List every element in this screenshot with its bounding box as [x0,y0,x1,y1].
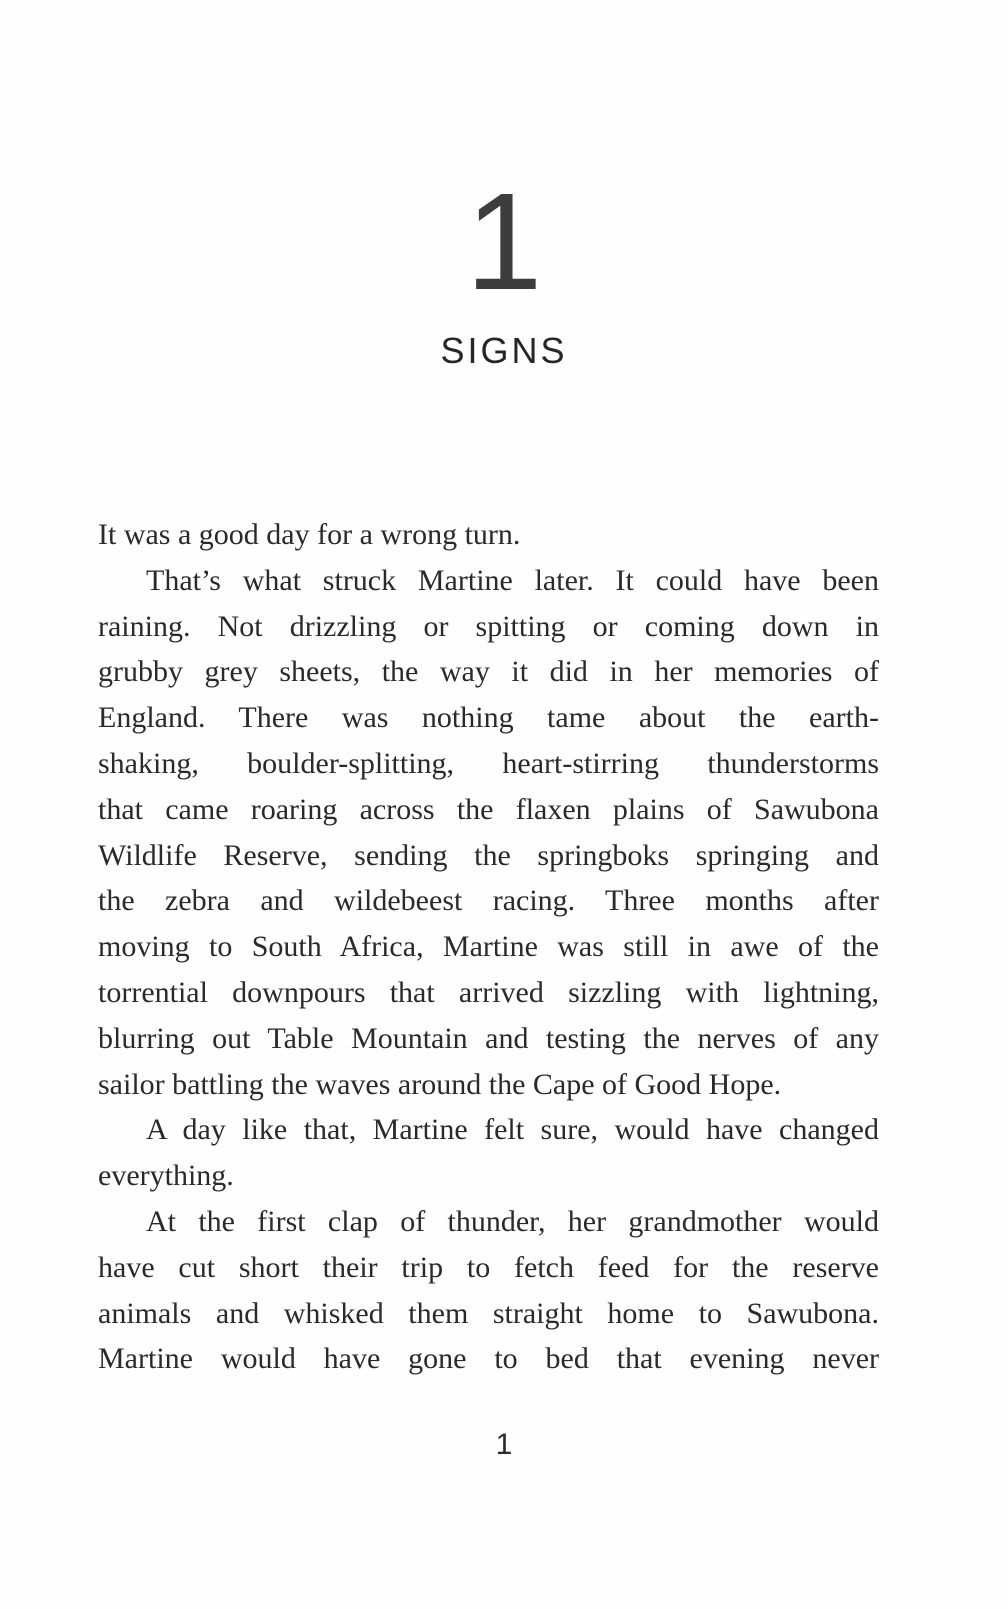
text-line: England. There was nothing tame about the earth- [98,701,879,735]
text-line: It was a good day for a wrong turn. [98,518,521,551]
text-line: A day like that, Martine felt sure, would have changed [146,1113,879,1147]
chapter-title: SIGNS [440,330,568,371]
text-line: have cut short their trip to fetch feed for the reserve [98,1250,879,1284]
text-line: blurring out Table Mountain and testing the nerves of any [98,1021,879,1055]
text-line: moving to South Africa, Martine was still in awe of the [98,930,879,964]
text-line: torrential downpours that arrived sizzling with lightning, [98,975,879,1009]
text-line: raining. Not drizzling or spitting or coming down in [98,609,879,643]
text-line: Wildlife Reserve, sending the springboks springing and [98,838,879,872]
text-line: sailor battling the waves around the Cape of Good Hope. [98,1067,782,1101]
page-number: 1 [495,1428,513,1461]
text-line: everything. [98,1159,234,1193]
text-line: Martine would have gone to bed that evening never [98,1342,879,1376]
text-line: shaking, boulder-splitting, heart-stirring thunderstorms [98,746,879,780]
text-line: animals and whisked them straight home to Sawubona. [98,1296,879,1330]
text-line: At the first clap of thunder, her grandmother would [146,1204,879,1238]
chapter-number: 1 [465,165,543,319]
text-line: that came roaring across the flaxen plains of Sawubona [98,792,879,826]
text-line: That’s what struck Martine later. It could have been [146,563,879,597]
text-line: grubby grey sheets, the way it did in her memories of [98,655,879,689]
text-line: the zebra and wildebeest racing. Three months after [98,884,879,918]
body-text [98,512,879,1382]
